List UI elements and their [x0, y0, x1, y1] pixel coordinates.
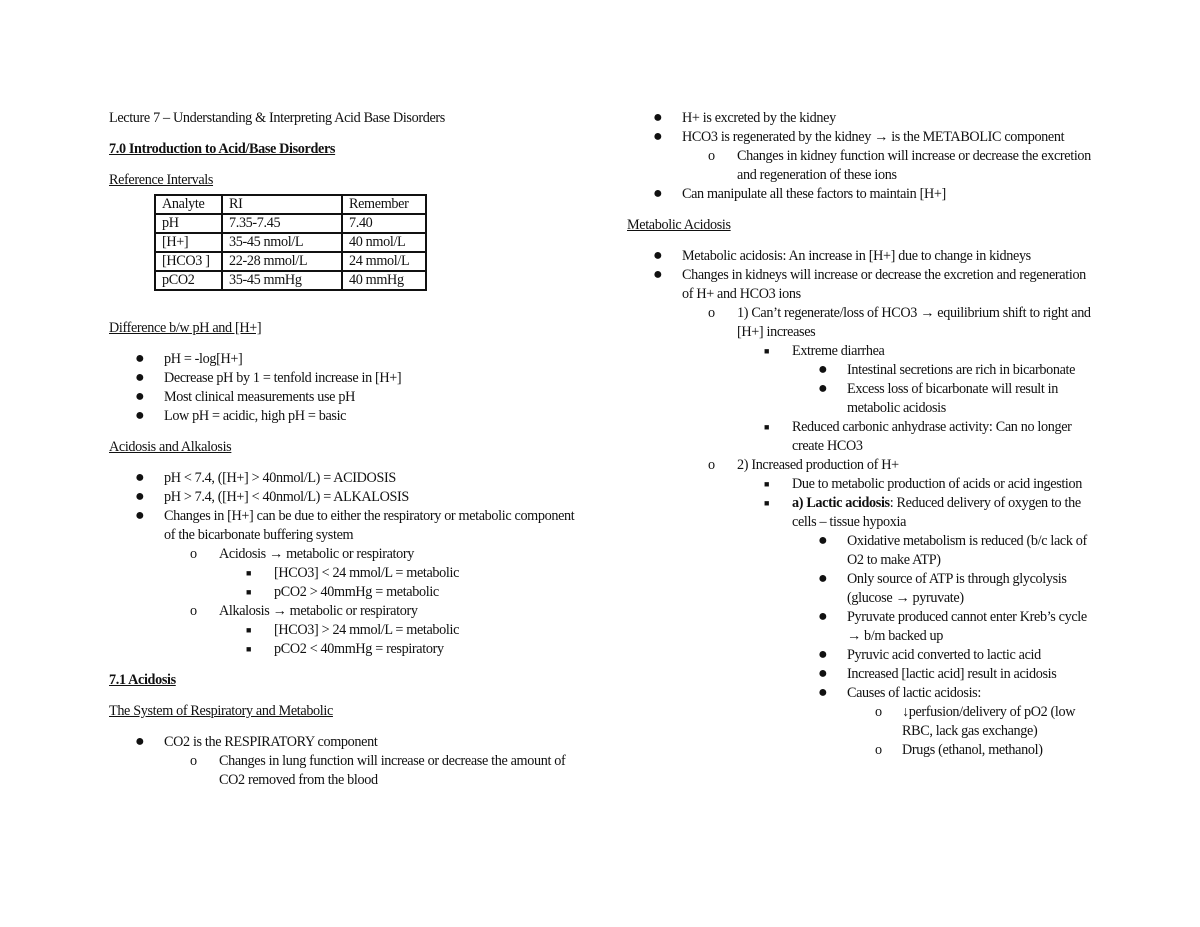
list-item: ● Intestinal secretions are rich in bicarbonate [818, 361, 1076, 378]
metabolic-acidosis-list [627, 247, 1097, 760]
table-cell: pH [155, 214, 222, 233]
list-item: ● Most clinical measurements use pH [135, 388, 355, 405]
list-item: ■ Due to metabolic production of acids or acid ingestion [764, 476, 1082, 492]
lactic-acidosis-label: a) Lactic acidosis [792, 495, 890, 511]
list-item: ● pH > 7.4, ([H+] < 40nmol/L) = ALKALOSIS [135, 488, 409, 505]
table-row [155, 233, 426, 252]
table-header: Analyte [155, 195, 222, 214]
table-cell: [HCO3 ] [155, 252, 222, 271]
acidosis-alkalosis-list [109, 469, 579, 659]
table-row [155, 271, 426, 290]
list-item: ● Changes in [H+] can be due to either the respiratory or metabolic component of the bicarbonate buffering system o Acidosis → metabolic or respiratory ■ [HCO3] < 24 mmol/L = metabolic ■ pCO2 > 40mmHg = metabolic o Alkalosis → metabolic or respiratory ■ [HCO3] > 24 mmol/L = metabolic ■ pCO2 < 40mmHg = respiratory [109, 507, 579, 659]
list-item: ● pH = -log[H+] [135, 350, 243, 367]
list-item: ■ Extreme diarrhea ● Intestinal secretions are rich in bicarbonate ● Excess loss of bicarbonate will result in metabolic acidosis [737, 342, 1097, 418]
table-cell: 35-45 mmHg [222, 271, 342, 290]
table-row [155, 252, 426, 271]
list-item: ■ [HCO3] < 24 mmol/L = metabolic [246, 565, 460, 581]
difference-list [109, 350, 579, 426]
list-item: ● Increased [lactic acid] result in acidosis [818, 665, 1057, 682]
table-cell: 40 nmol/L [342, 233, 426, 252]
table-header: RI [222, 195, 342, 214]
system-list [109, 733, 579, 790]
metabolic-acidosis-heading: Metabolic Acidosis [627, 217, 731, 233]
list-item: o Changes in kidney function will increase or decrease the excretion and regeneration of these ions [708, 148, 1091, 183]
difference-heading: Difference b/w pH and [H+] [109, 320, 262, 336]
list-item: ● Pyruvate produced cannot enter Kreb’s cycle → b/m backed up [818, 608, 1087, 644]
list-item: ● Changes in kidneys will increase or decrease the excretion and regeneration of H+ and HCO3 ions o 1) Can’t regenerate/loss of HCO3 → equilibrium shift to right and [H+] increases ■ Extreme diarrhea ● Intestinal secretions are rich in bicarbonate ● Excess loss of bicarbonate will result in metabolic acidosis ■ Reduced carbonic anhydrase activity: Can no longer create HCO3 o 2) Increased production of H+ ■ Due to metabolic production of acids or acid ingestion ■ a) Lactic acidosis: Reduced delivery of oxygen to the cells – tissue hypoxia ● Oxidative metabolism is reduced (b/c lack of O2 to make ATP) ● Only source of ATP is through glycolysis (glucose → pyruvate) ● Pyruvate produced cannot enter Kreb’s cycle → b/m backed up ● Pyruvic acid converted to lactic acid ● Increased [lactic acid] result in acidosis ● Causes of lactic acidosis: o ↓perfusion/delivery of pO2 (low RBC, lack gas exchange) o Drugs (ethanol, methanol) [627, 266, 1097, 760]
list-item: ● H+ is excreted by the kidney [653, 109, 836, 126]
list-item: ■ Reduced carbonic anhydrase activity: Can no longer create HCO3 [764, 419, 1072, 454]
table-row [155, 214, 426, 233]
list-item: ● Low pH = acidic, high pH = basic [135, 407, 347, 424]
list-item: o Alkalosis → metabolic or respiratory ■ [HCO3] > 24 mmol/L = metabolic ■ pCO2 < 40mmHg = respiratory [164, 602, 579, 659]
list-item: ● CO2 is the RESPIRATORY component o Changes in lung function will increase or decrease the amount of CO2 removed from the blood [109, 733, 579, 790]
table-header-row [155, 195, 426, 214]
left-column [109, 109, 579, 802]
section-heading-intro: 7.0 Introduction to Acid/Base Disorders [109, 141, 336, 157]
list-item: ■ [HCO3] > 24 mmol/L = metabolic [246, 622, 460, 638]
system-heading: The System of Respiratory and Metabolic [109, 703, 333, 719]
list-item: ● Metabolic acidosis: An increase in [H+] due to change in kidneys [653, 247, 1031, 264]
list-item: o ↓perfusion/delivery of pO2 (low RBC, lack gas exchange) [875, 704, 1076, 739]
table-cell: 7.40 [342, 214, 426, 233]
list-item: ● Oxidative metabolism is reduced (b/c lack of O2 to make ATP) [818, 532, 1087, 568]
list-item: ● Pyruvic acid converted to lactic acid [818, 646, 1041, 663]
table-cell: [H+] [155, 233, 222, 252]
section-heading-acidosis: 7.1 Acidosis [109, 672, 176, 688]
kidney-list [627, 109, 1097, 204]
list-item: o Acidosis → metabolic or respiratory ■ [HCO3] < 24 mmol/L = metabolic ■ pCO2 > 40mmHg = metabolic [164, 545, 579, 602]
reference-intervals-heading: Reference Intervals [109, 172, 214, 188]
list-item: o 1) Can’t regenerate/loss of HCO3 → equilibrium shift to right and [H+] increases ■ Extreme diarrhea ● Intestinal secretions are rich in bicarbonate ● Excess loss of bicarbonate will result in metabolic acidosis ■ Reduced carbonic anhydrase activity: Can no longer create HCO3 [682, 304, 1097, 456]
acidosis-alkalosis-heading: Acidosis and Alkalosis [109, 439, 232, 455]
list-item: ● HCO3 is regenerated by the kidney → is the METABOLIC component o Changes in kidney function will increase or decrease the excretion and regeneration of these ions [627, 128, 1097, 185]
reference-interval-table [154, 194, 427, 291]
table-cell: pCO2 [155, 271, 222, 290]
right-column [627, 109, 1097, 772]
list-item: o 2) Increased production of H+ ■ Due to metabolic production of acids or acid ingestion ■ a) Lactic acidosis: Reduced delivery of oxygen to the cells – tissue hypoxia ● Oxidative metabolism is reduced (b/c lack of O2 to make ATP) ● Only source of ATP is through glycolysis (glucose → pyruvate) ● Pyruvate produced cannot enter Kreb’s cycle → b/m backed up ● Pyruvic acid converted to lactic acid ● Increased [lactic acid] result in acidosis ● Causes of lactic acidosis: o ↓perfusion/delivery of pO2 (low RBC, lack gas exchange) o Drugs (ethanol, methanol) [682, 456, 1097, 760]
table-cell: 40 mmHg [342, 271, 426, 290]
table-cell: 35-45 nmol/L [222, 233, 342, 252]
table-cell: 24 mmol/L [342, 252, 426, 271]
list-item: ● pH < 7.4, ([H+] > 40nmol/L) = ACIDOSIS [135, 469, 396, 486]
list-item: ■ pCO2 > 40mmHg = metabolic [246, 584, 439, 600]
list-item: ● Causes of lactic acidosis: o ↓perfusion/delivery of pO2 (low RBC, lack gas exchange) o Drugs (ethanol, methanol) [792, 684, 1097, 760]
list-item: ■ pCO2 < 40mmHg = respiratory [246, 641, 444, 657]
list-item: ● Only source of ATP is through glycolysis (glucose → pyruvate) [818, 570, 1067, 606]
list-item: ■ a) Lactic acidosis: Reduced delivery of oxygen to the cells – tissue hypoxia ● Oxidative metabolism is reduced (b/c lack of O2 to make ATP) ● Only source of ATP is through glycolysis (glucose → pyruvate) ● Pyruvate produced cannot enter Kreb’s cycle → b/m backed up ● Pyruvic acid converted to lactic acid ● Increased [lactic acid] result in acidosis ● Causes of lactic acidosis: o ↓perfusion/delivery of pO2 (low RBC, lack gas exchange) o Drugs (ethanol, methanol) [737, 494, 1097, 760]
list-item: o Changes in lung function will increase or decrease the amount of CO2 removed from the blood [190, 753, 566, 788]
lecture-title: Lecture 7 – Understanding & Interpreting Acid Base Disorders [109, 110, 445, 126]
list-item: ● Excess loss of bicarbonate will result in metabolic acidosis [818, 380, 1059, 416]
list-item: ● Decrease pH by 1 = tenfold increase in [H+] [135, 369, 402, 386]
table-header: Remember [342, 195, 426, 214]
list-item: o Drugs (ethanol, methanol) [875, 742, 1043, 758]
table-cell: 22-28 mmol/L [222, 252, 342, 271]
list-item: ● Can manipulate all these factors to maintain [H+] [653, 185, 946, 202]
table-cell: 7.35-7.45 [222, 214, 342, 233]
